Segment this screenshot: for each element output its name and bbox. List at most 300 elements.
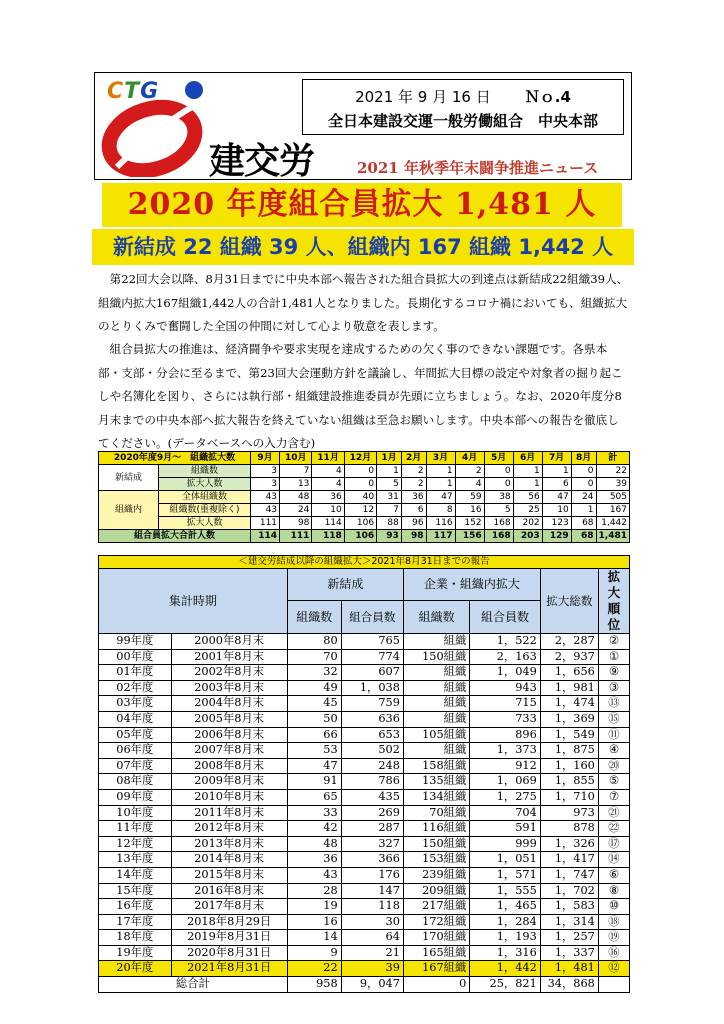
inner-org-count: 209組織 bbox=[403, 883, 469, 899]
fiscal-year: 20年度 bbox=[99, 961, 172, 977]
sub-inner-org: 組織数 bbox=[403, 601, 469, 634]
inner-member-count: 591 bbox=[470, 821, 541, 837]
cell-value: 5 bbox=[484, 504, 513, 517]
table-row bbox=[99, 774, 630, 790]
fiscal-year: 04年度 bbox=[99, 711, 172, 727]
sum-inner-org: 0 bbox=[403, 977, 469, 993]
monthly-row bbox=[99, 478, 630, 491]
rank: ① bbox=[598, 649, 629, 665]
period: 2012年8月末 bbox=[171, 821, 287, 837]
rank: ⑥ bbox=[598, 867, 629, 883]
cell-value: 96 bbox=[401, 517, 426, 530]
total-count: 1，702 bbox=[540, 883, 598, 899]
inner-org-count: 150組織 bbox=[403, 836, 469, 852]
monthly-row bbox=[99, 491, 630, 504]
inner-member-count: 704 bbox=[470, 805, 541, 821]
fiscal-year: 18年度 bbox=[99, 930, 172, 946]
total-value: 156 bbox=[455, 530, 484, 543]
rank: ⑳ bbox=[598, 758, 629, 774]
rank: ⑭ bbox=[598, 852, 629, 868]
sum-new-org: 958 bbox=[287, 977, 341, 993]
sub-new-org: 組織数 bbox=[287, 601, 341, 634]
rank: ⑱ bbox=[598, 914, 629, 930]
new-org-count: 53 bbox=[287, 743, 341, 759]
cell-value: 2 bbox=[401, 465, 426, 478]
month-header: 計 bbox=[596, 452, 629, 465]
fiscal-year: 15年度 bbox=[99, 883, 172, 899]
fiscal-year: 01年度 bbox=[99, 665, 172, 681]
cell-value: 106 bbox=[344, 517, 376, 530]
table-row bbox=[99, 836, 630, 852]
sum-rank-empty bbox=[598, 977, 629, 993]
cell-value: 47 bbox=[426, 491, 455, 504]
total-value: 93 bbox=[377, 530, 402, 543]
paragraph-1: 第22回大会以降、8月31日までに中央本部へ報告された組合員拡大の到達点は新結成22組織39人、組織内拡大167組織1,442人の合計1,481人となりました。長期化するコロナ禍においても、組織拡大のとりくみで奮闘した全国の仲間に対して心より敬意を表します。 bbox=[98, 272, 629, 333]
period: 2016年8月末 bbox=[171, 883, 287, 899]
rank: ⑤ bbox=[598, 774, 629, 790]
cell-value: 114 bbox=[312, 517, 344, 530]
cell-value: 13 bbox=[280, 478, 312, 491]
new-org-count: 14 bbox=[287, 930, 341, 946]
cell-value: 68 bbox=[571, 517, 596, 530]
inner-member-count: 943 bbox=[470, 680, 541, 696]
total-count: 1，875 bbox=[540, 743, 598, 759]
cell-value: 123 bbox=[542, 517, 571, 530]
cell-value: 1 bbox=[426, 465, 455, 478]
col-new: 新結成 bbox=[287, 569, 403, 601]
cell-value: 1 bbox=[377, 465, 402, 478]
period: 2020年8月31日 bbox=[171, 945, 287, 961]
total-value: 98 bbox=[401, 530, 426, 543]
cell-value: 39 bbox=[596, 478, 629, 491]
history-table-caption: ＜建交労結成以降の組織拡大＞2021年8月31日までの報告 bbox=[98, 555, 630, 568]
period: 2011年8月末 bbox=[171, 805, 287, 821]
fiscal-year: 03年度 bbox=[99, 696, 172, 712]
cell-value: 36 bbox=[401, 491, 426, 504]
total-value: 111 bbox=[280, 530, 312, 543]
sum-new-members: 9，047 bbox=[341, 977, 403, 993]
total-count: 1，549 bbox=[540, 727, 598, 743]
cell-value: 1,442 bbox=[596, 517, 629, 530]
new-member-count: 786 bbox=[341, 774, 403, 790]
inner-member-count: 1，465 bbox=[470, 899, 541, 915]
headline: 2020 年度組合員拡大 1,481 人 bbox=[102, 183, 622, 227]
table-row bbox=[99, 680, 630, 696]
total-count: 1，160 bbox=[540, 758, 598, 774]
monthly-header-row bbox=[99, 452, 630, 465]
rank: ④ bbox=[598, 743, 629, 759]
inner-member-count: 1，442 bbox=[470, 961, 541, 977]
table-row bbox=[99, 727, 630, 743]
new-member-count: 435 bbox=[341, 789, 403, 805]
period: 2007年8月末 bbox=[171, 743, 287, 759]
row-label: 拡大人数 bbox=[159, 478, 251, 491]
new-org-count: 19 bbox=[287, 899, 341, 915]
inner-org-count: 70組織 bbox=[403, 805, 469, 821]
total-value: 129 bbox=[542, 530, 571, 543]
inner-org-count: 170組織 bbox=[403, 930, 469, 946]
month-header: 1月 bbox=[377, 452, 402, 465]
new-org-count: 28 bbox=[287, 883, 341, 899]
table-row bbox=[99, 758, 630, 774]
inner-org-count: 組織 bbox=[403, 696, 469, 712]
fiscal-year: 08年度 bbox=[99, 774, 172, 790]
rank: ⑫ bbox=[598, 961, 629, 977]
total-count: 1，337 bbox=[540, 945, 598, 961]
cell-value: 0 bbox=[571, 465, 596, 478]
new-org-count: 45 bbox=[287, 696, 341, 712]
paragraph-2: 組合員拡大の推進は、経済闘争や要求実現を達成するための欠く事のできない課題です。各県本部・支部・分会に至るまで、第23回大会運動方針を議論し、年間拡大目標の設定や対象者の掘り起こしや名簿化を図り、さらには執行部・組織建設推進委員が先頭に立ちましょう。なお、2020年度分8月末までの中央本部へ拡大報告を終えていない組織は至急お願いします。中央本部への報告を徹底してください。(データベースへの入力含む) bbox=[98, 342, 623, 450]
inner-member-count: 912 bbox=[470, 758, 541, 774]
brand-name: 建交労 bbox=[209, 140, 315, 182]
table-row bbox=[99, 743, 630, 759]
cell-value: 116 bbox=[426, 517, 455, 530]
cell-value: 7 bbox=[280, 465, 312, 478]
cell-value: 0 bbox=[571, 478, 596, 491]
fiscal-year: 12年度 bbox=[99, 836, 172, 852]
total-value: 68 bbox=[571, 530, 596, 543]
cell-value: 38 bbox=[484, 491, 513, 504]
inner-member-count: 733 bbox=[470, 711, 541, 727]
sub-inner-members: 組合員数 bbox=[470, 601, 541, 634]
cell-value: 202 bbox=[513, 517, 542, 530]
inner-org-count: 135組織 bbox=[403, 774, 469, 790]
total-value: 1,481 bbox=[596, 530, 629, 543]
month-header: 3月 bbox=[426, 452, 455, 465]
total-value: 168 bbox=[484, 530, 513, 543]
cell-value: 505 bbox=[596, 491, 629, 504]
monthly-row bbox=[99, 465, 630, 478]
new-member-count: 287 bbox=[341, 821, 403, 837]
period: 2019年8月31日 bbox=[171, 930, 287, 946]
rank: ② bbox=[598, 634, 629, 650]
table-row bbox=[99, 649, 630, 665]
inner-org-count: 組織 bbox=[403, 743, 469, 759]
cell-value: 1 bbox=[513, 465, 542, 478]
table-row bbox=[99, 961, 630, 977]
cell-value: 98 bbox=[280, 517, 312, 530]
total-count: 2，287 bbox=[540, 634, 598, 650]
cell-value: 43 bbox=[251, 504, 280, 517]
table-row bbox=[99, 914, 630, 930]
month-header: 11月 bbox=[312, 452, 344, 465]
cell-value: 0 bbox=[484, 465, 513, 478]
table-row bbox=[99, 945, 630, 961]
inner-member-count: 1，373 bbox=[470, 743, 541, 759]
inner-org-count: 172組織 bbox=[403, 914, 469, 930]
inner-member-count: 1，275 bbox=[470, 789, 541, 805]
total-count: 1，474 bbox=[540, 696, 598, 712]
period: 2006年8月末 bbox=[171, 727, 287, 743]
inner-member-count: 2，163 bbox=[470, 649, 541, 665]
monthly-row bbox=[99, 517, 630, 530]
month-header: 5月 bbox=[484, 452, 513, 465]
cell-value: 43 bbox=[251, 491, 280, 504]
row-label: 組織数(重複除く) bbox=[159, 504, 251, 517]
monthly-title: 2020年度9月～ 組織拡大数 bbox=[99, 452, 251, 465]
inner-member-count: 1，049 bbox=[470, 665, 541, 681]
inner-org-count: 165組織 bbox=[403, 945, 469, 961]
inner-org-count: 153組織 bbox=[403, 852, 469, 868]
col-rank: 拡大順位 bbox=[598, 569, 629, 634]
row-label: 全体組織数 bbox=[159, 491, 251, 504]
new-org-count: 91 bbox=[287, 774, 341, 790]
date-box bbox=[302, 79, 624, 135]
total-count: 878 bbox=[540, 821, 598, 837]
total-value: 106 bbox=[344, 530, 376, 543]
inner-org-count: 217組織 bbox=[403, 899, 469, 915]
cell-value: 59 bbox=[455, 491, 484, 504]
cell-value: 4 bbox=[312, 478, 344, 491]
fiscal-year: 02年度 bbox=[99, 680, 172, 696]
inner-org-count: 158組織 bbox=[403, 758, 469, 774]
inner-member-count: 1，069 bbox=[470, 774, 541, 790]
cell-value: 40 bbox=[344, 491, 376, 504]
inner-org-count: 116組織 bbox=[403, 821, 469, 837]
organization-name: 全日本建設交運一般労働組合 中央本部 bbox=[327, 112, 598, 130]
cell-value: 152 bbox=[455, 517, 484, 530]
new-member-count: 39 bbox=[341, 961, 403, 977]
new-member-count: 248 bbox=[341, 758, 403, 774]
group-label: 新結成 bbox=[99, 465, 159, 491]
new-member-count: 653 bbox=[341, 727, 403, 743]
table-row bbox=[99, 899, 630, 915]
fiscal-year: 11年度 bbox=[99, 821, 172, 837]
total-count: 1，481 bbox=[540, 961, 598, 977]
cell-value: 48 bbox=[280, 491, 312, 504]
sum-inner-members: 25，821 bbox=[470, 977, 541, 993]
table-row bbox=[99, 634, 630, 650]
cell-value: 10 bbox=[542, 504, 571, 517]
total-count: 973 bbox=[540, 805, 598, 821]
inner-member-count: 715 bbox=[470, 696, 541, 712]
new-org-count: 70 bbox=[287, 649, 341, 665]
history-table-wrapper bbox=[98, 555, 630, 993]
total-count: 2，937 bbox=[540, 649, 598, 665]
period: 2018年8月29日 bbox=[171, 914, 287, 930]
month-header: 6月 bbox=[513, 452, 542, 465]
new-org-count: 32 bbox=[287, 665, 341, 681]
rank: ㉒ bbox=[598, 821, 629, 837]
month-header: 7月 bbox=[542, 452, 571, 465]
group-label: 組織内 bbox=[99, 491, 159, 530]
inner-org-count: 167組織 bbox=[403, 961, 469, 977]
subheadline: 新結成 22 組織 39 人、組織内 167 組織 1,442 人 bbox=[92, 229, 634, 265]
total-count: 1，855 bbox=[540, 774, 598, 790]
total-count: 1，747 bbox=[540, 867, 598, 883]
cell-value: 6 bbox=[542, 478, 571, 491]
inner-member-count: 1，193 bbox=[470, 930, 541, 946]
total-count: 1，369 bbox=[540, 711, 598, 727]
period: 2010年8月末 bbox=[171, 789, 287, 805]
table-row bbox=[99, 665, 630, 681]
total-count: 1，583 bbox=[540, 899, 598, 915]
new-org-count: 22 bbox=[287, 961, 341, 977]
col-period: 集計時期 bbox=[99, 569, 288, 634]
rank: ⑲ bbox=[598, 930, 629, 946]
cell-value: 10 bbox=[312, 504, 344, 517]
logo-letters: CTG bbox=[107, 79, 160, 104]
table-row bbox=[99, 821, 630, 837]
fiscal-year: 06年度 bbox=[99, 743, 172, 759]
month-header: 2月 bbox=[401, 452, 426, 465]
news-title: 2021 年秋季年末闘争推進ニュース bbox=[357, 159, 599, 177]
sum-row bbox=[99, 977, 630, 993]
period: 2002年8月末 bbox=[171, 665, 287, 681]
sum-label: 総合計 bbox=[99, 977, 288, 993]
cell-value: 36 bbox=[312, 491, 344, 504]
inner-member-count: 1，051 bbox=[470, 852, 541, 868]
cell-value: 1 bbox=[426, 478, 455, 491]
rank: ㉑ bbox=[598, 805, 629, 821]
new-member-count: 21 bbox=[341, 945, 403, 961]
inner-org-count: 150組織 bbox=[403, 649, 469, 665]
cell-value: 1 bbox=[513, 478, 542, 491]
total-count: 1，314 bbox=[540, 914, 598, 930]
ctg-logo bbox=[97, 75, 207, 175]
fiscal-year: 00年度 bbox=[99, 649, 172, 665]
new-org-count: 66 bbox=[287, 727, 341, 743]
fiscal-year: 16年度 bbox=[99, 899, 172, 915]
month-header: 9月 bbox=[251, 452, 280, 465]
new-member-count: 30 bbox=[341, 914, 403, 930]
fiscal-year: 10年度 bbox=[99, 805, 172, 821]
table-row bbox=[99, 930, 630, 946]
cell-value: 31 bbox=[377, 491, 402, 504]
issue-date: 2021 年 9 月 16 日 bbox=[355, 88, 491, 106]
total-count: 1，656 bbox=[540, 665, 598, 681]
cell-value: 47 bbox=[542, 491, 571, 504]
cell-value: 0 bbox=[484, 478, 513, 491]
period: 2004年8月末 bbox=[171, 696, 287, 712]
new-member-count: 774 bbox=[341, 649, 403, 665]
cell-value: 4 bbox=[455, 478, 484, 491]
cell-value: 7 bbox=[377, 504, 402, 517]
new-org-count: 47 bbox=[287, 758, 341, 774]
rank: ⑨ bbox=[598, 665, 629, 681]
new-org-count: 48 bbox=[287, 836, 341, 852]
total-value: 118 bbox=[312, 530, 344, 543]
sub-new-members: 組合員数 bbox=[341, 601, 403, 634]
cell-value: 3 bbox=[251, 478, 280, 491]
total-count: 1，981 bbox=[540, 680, 598, 696]
total-label: 組合員拡大合計人数 bbox=[99, 530, 251, 543]
inner-member-count: 1，284 bbox=[470, 914, 541, 930]
inner-member-count: 1，571 bbox=[470, 867, 541, 883]
cell-value: 5 bbox=[377, 478, 402, 491]
period: 2009年8月末 bbox=[171, 774, 287, 790]
rank: ⑩ bbox=[598, 899, 629, 915]
cell-value: 111 bbox=[251, 517, 280, 530]
cell-value: 1 bbox=[571, 504, 596, 517]
total-count: 1，326 bbox=[540, 836, 598, 852]
period: 2013年8月末 bbox=[171, 836, 287, 852]
new-org-count: 65 bbox=[287, 789, 341, 805]
fiscal-year: 13年度 bbox=[99, 852, 172, 868]
rank: ⑧ bbox=[598, 883, 629, 899]
inner-member-count: 1，555 bbox=[470, 883, 541, 899]
new-member-count: 607 bbox=[341, 665, 403, 681]
cell-value: 88 bbox=[377, 517, 402, 530]
table-row bbox=[99, 789, 630, 805]
rank: ⑮ bbox=[598, 711, 629, 727]
inner-org-count: 組織 bbox=[403, 711, 469, 727]
total-value: 203 bbox=[513, 530, 542, 543]
newsletter-header bbox=[94, 72, 632, 180]
table-row bbox=[99, 696, 630, 712]
cell-value: 12 bbox=[344, 504, 376, 517]
new-org-count: 43 bbox=[287, 867, 341, 883]
cell-value: 6 bbox=[401, 504, 426, 517]
history-table bbox=[98, 568, 630, 993]
monthly-expansion-table bbox=[98, 451, 630, 543]
total-count: 1，257 bbox=[540, 930, 598, 946]
rank: ⑪ bbox=[598, 727, 629, 743]
period: 2015年8月末 bbox=[171, 867, 287, 883]
period: 2001年8月末 bbox=[171, 649, 287, 665]
new-org-count: 9 bbox=[287, 945, 341, 961]
fiscal-year: 14年度 bbox=[99, 867, 172, 883]
cell-value: 24 bbox=[571, 491, 596, 504]
month-header: 12月 bbox=[344, 452, 376, 465]
period: 2017年8月末 bbox=[171, 899, 287, 915]
cell-value: 167 bbox=[596, 504, 629, 517]
inner-member-count: 896 bbox=[470, 727, 541, 743]
inner-org-count: 105組織 bbox=[403, 727, 469, 743]
period: 2021年8月31日 bbox=[171, 961, 287, 977]
new-member-count: 636 bbox=[341, 711, 403, 727]
new-member-count: 765 bbox=[341, 634, 403, 650]
inner-member-count: 1，522 bbox=[470, 634, 541, 650]
inner-member-count: 999 bbox=[470, 836, 541, 852]
cell-value: 25 bbox=[513, 504, 542, 517]
logo-swoosh-icon bbox=[97, 97, 207, 177]
new-org-count: 36 bbox=[287, 852, 341, 868]
total-value: 114 bbox=[251, 530, 280, 543]
rank: ⑦ bbox=[598, 789, 629, 805]
monthly-total-row bbox=[99, 530, 630, 543]
inner-org-count: 組織 bbox=[403, 634, 469, 650]
new-member-count: 366 bbox=[341, 852, 403, 868]
inner-org-count: 239組織 bbox=[403, 867, 469, 883]
table-row bbox=[99, 805, 630, 821]
period: 2014年8月末 bbox=[171, 852, 287, 868]
cell-value: 3 bbox=[251, 465, 280, 478]
total-count: 1，710 bbox=[540, 789, 598, 805]
table-row bbox=[99, 867, 630, 883]
cell-value: 2 bbox=[401, 478, 426, 491]
new-org-count: 80 bbox=[287, 634, 341, 650]
table-row bbox=[99, 852, 630, 868]
sum-total: 34，868 bbox=[540, 977, 598, 993]
new-member-count: 327 bbox=[341, 836, 403, 852]
monthly-row bbox=[99, 504, 630, 517]
issue-number: Ｎｏ.4 bbox=[524, 88, 571, 106]
new-org-count: 33 bbox=[287, 805, 341, 821]
period: 2003年8月末 bbox=[171, 680, 287, 696]
cell-value: 8 bbox=[426, 504, 455, 517]
new-member-count: 1，038 bbox=[341, 680, 403, 696]
new-org-count: 16 bbox=[287, 914, 341, 930]
row-label: 拡大人数 bbox=[159, 517, 251, 530]
fiscal-year: 09年度 bbox=[99, 789, 172, 805]
new-org-count: 49 bbox=[287, 680, 341, 696]
new-member-count: 269 bbox=[341, 805, 403, 821]
period: 2008年8月末 bbox=[171, 758, 287, 774]
inner-org-count: 組織 bbox=[403, 680, 469, 696]
period: 2005年8月末 bbox=[171, 711, 287, 727]
cell-value: 16 bbox=[455, 504, 484, 517]
